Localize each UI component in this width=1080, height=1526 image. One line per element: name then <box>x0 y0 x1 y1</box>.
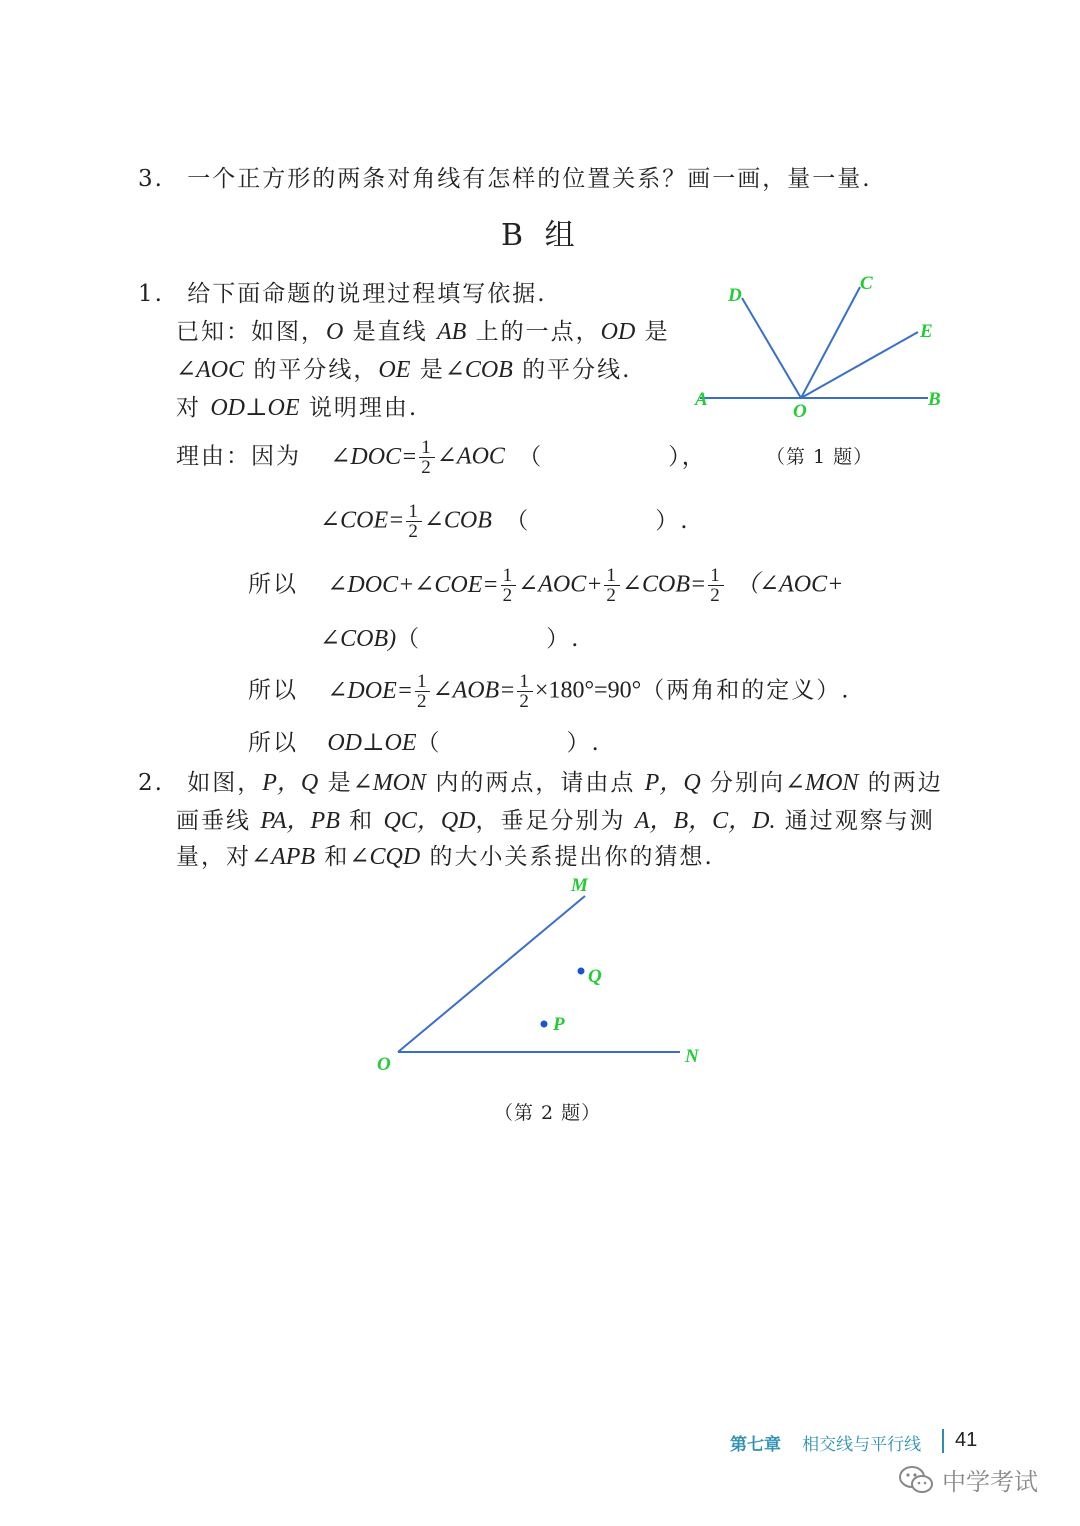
label-C: C <box>860 273 873 294</box>
text: 内的两点，请由点 <box>426 770 645 796</box>
math-text: ∠DOC+∠COE= <box>327 571 499 598</box>
text: 是直线 <box>343 319 437 345</box>
math-text: OD <box>600 319 636 345</box>
fraction-half <box>419 438 435 477</box>
label-Q: Q <box>588 966 602 987</box>
math-text: OD⊥OE <box>210 395 300 421</box>
wechat-icon <box>898 1464 934 1496</box>
fraction-numerator: 1 <box>421 437 433 458</box>
fraction-half <box>406 502 422 541</box>
so-label: 所以 <box>248 730 298 756</box>
text: 的平分线. <box>512 357 632 383</box>
figure-1-diagram <box>680 265 960 435</box>
text: 通过观察与测 <box>775 808 935 834</box>
text: 量，对 <box>176 844 251 870</box>
figure-2-caption: （第 2 题） <box>494 1102 602 1124</box>
answer-blank: （ ）. <box>505 507 690 534</box>
problem-b1-intro <box>138 275 547 308</box>
text: 对 <box>176 395 211 421</box>
text: 画垂线 <box>176 808 261 834</box>
fraction-denominator: 2 <box>502 585 515 606</box>
watermark <box>898 1462 1038 1497</box>
problem-b2-line-3 <box>176 838 714 871</box>
math-text: PA，PB <box>260 808 340 834</box>
fraction-numerator: 1 <box>710 565 722 586</box>
explain-line <box>176 389 418 422</box>
math-text: ∠DOE= <box>327 677 413 704</box>
problem-a3 <box>138 160 872 193</box>
math-text: A，B，C，D. <box>634 808 776 834</box>
figure-1-caption: （第 1 题） <box>766 446 874 468</box>
text: 如图， <box>187 770 263 796</box>
fraction-half <box>501 566 517 605</box>
page-footer <box>730 1430 921 1455</box>
text: 分别向 <box>700 770 785 796</box>
math-text: ∠AOC <box>176 357 245 383</box>
given-line-2 <box>176 351 631 384</box>
text: 是 <box>410 357 445 383</box>
problem-text: 给下面命题的说理过程填写依据. <box>187 281 547 307</box>
point-P <box>541 1021 548 1028</box>
label-E: E <box>920 321 933 342</box>
problem-b2-line-1 <box>138 762 943 797</box>
footer-divider <box>942 1429 944 1453</box>
fraction-numerator: 1 <box>502 565 515 586</box>
fraction-numerator: 1 <box>606 565 618 586</box>
problem-number: 1. <box>138 281 164 307</box>
fraction-denominator: 2 <box>416 691 429 712</box>
so-label: 所以 <box>248 677 298 704</box>
label-A: A <box>695 389 708 410</box>
math-text: ×180°=90° <box>534 677 642 704</box>
math-text: ∠AOC+ <box>518 571 603 598</box>
fraction-numerator: 1 <box>408 501 420 522</box>
math-text: O <box>326 319 344 345</box>
math-text: （∠AOC+ <box>735 571 844 598</box>
label-B: B <box>928 389 941 410</box>
reason-step-3 <box>248 566 843 605</box>
label-O: O <box>377 1054 391 1075</box>
fraction-denominator: 2 <box>421 457 433 478</box>
math-text: OE <box>378 357 411 383</box>
label-D: D <box>728 285 742 306</box>
reason-step-2 <box>320 502 690 541</box>
reason-step-3-cont <box>320 620 580 653</box>
chapter-title: 相交线与平行线 <box>802 1435 922 1455</box>
text: 上的一点， <box>466 319 601 345</box>
fraction-half <box>517 672 533 711</box>
label-N: N <box>685 1046 699 1067</box>
fraction-denominator: 2 <box>606 585 618 606</box>
math-text: OD⊥OE <box>327 730 417 756</box>
fraction-numerator: 1 <box>416 671 429 692</box>
math-text: ∠COB= <box>621 571 707 598</box>
reason-step-4 <box>248 672 851 711</box>
reason-step-5 <box>248 724 601 757</box>
math-text: ∠APB <box>251 844 316 870</box>
fraction-half <box>708 566 724 605</box>
math-text: ∠MON <box>784 770 859 796</box>
reason-label: 理由：因为 <box>176 443 301 470</box>
math-text: ∠AOB= <box>432 677 516 704</box>
label-M: M <box>571 875 588 896</box>
problem-b2-line-2 <box>176 800 935 835</box>
text: 和 <box>315 844 350 870</box>
watermark-text: 中学考试 <box>942 1468 1038 1496</box>
chapter-label: 第七章 <box>730 1435 781 1455</box>
problem-text: 一个正方形的两条对角线有怎样的位置关系？画一画，量一量. <box>187 166 872 192</box>
problem-number: 3. <box>138 166 164 192</box>
math-text: ∠COB <box>444 357 513 383</box>
answer-blank: （ ）， <box>518 443 707 470</box>
text: 和 <box>339 808 384 834</box>
fraction-denominator: 2 <box>519 691 531 712</box>
figure-2-diagram <box>360 870 720 1080</box>
section-heading: B 组 <box>501 218 581 253</box>
math-text: ∠CQD <box>349 844 421 870</box>
text: 是 <box>635 319 670 345</box>
problem-number: 2. <box>138 770 164 796</box>
page-number: 41 <box>955 1429 978 1451</box>
answer-blank: （ ）. <box>396 626 581 652</box>
text: 的两边 <box>858 770 943 796</box>
math-text: ∠COB) <box>320 626 397 652</box>
text: 的平分线， <box>244 357 379 383</box>
fraction-numerator: 1 <box>519 671 531 692</box>
math-text: ∠COE= <box>320 507 405 534</box>
fraction-half <box>604 566 620 605</box>
math-text: ∠AOC <box>436 443 505 470</box>
fraction-denominator: 2 <box>710 585 722 606</box>
text: 的大小关系提出你的猜想. <box>420 844 714 870</box>
reason-text: （两角和的定义）. <box>641 677 851 704</box>
label-P: P <box>553 1014 565 1035</box>
reason-step-1 <box>176 438 707 477</box>
text: 说明理由. <box>299 395 419 421</box>
math-text: P，Q <box>644 770 701 796</box>
text: ，垂足分别为 <box>475 808 635 834</box>
fraction-half <box>415 672 431 711</box>
text: 是 <box>318 770 353 796</box>
text: 已知：如图， <box>176 319 326 345</box>
given-line-1 <box>176 313 670 346</box>
math-text: P，Q <box>262 770 319 796</box>
math-text: QC，QD <box>383 808 476 834</box>
math-text: AB <box>436 319 467 345</box>
math-text: ∠DOC= <box>330 443 418 470</box>
answer-blank: （ ）. <box>416 730 601 756</box>
label-O: O <box>793 401 807 422</box>
so-label: 所以 <box>248 571 298 598</box>
fraction-denominator: 2 <box>408 521 420 542</box>
math-text: ∠COB <box>423 507 492 534</box>
point-Q <box>578 968 585 975</box>
ray-OD <box>742 298 801 398</box>
math-text: ∠MON <box>352 770 427 796</box>
